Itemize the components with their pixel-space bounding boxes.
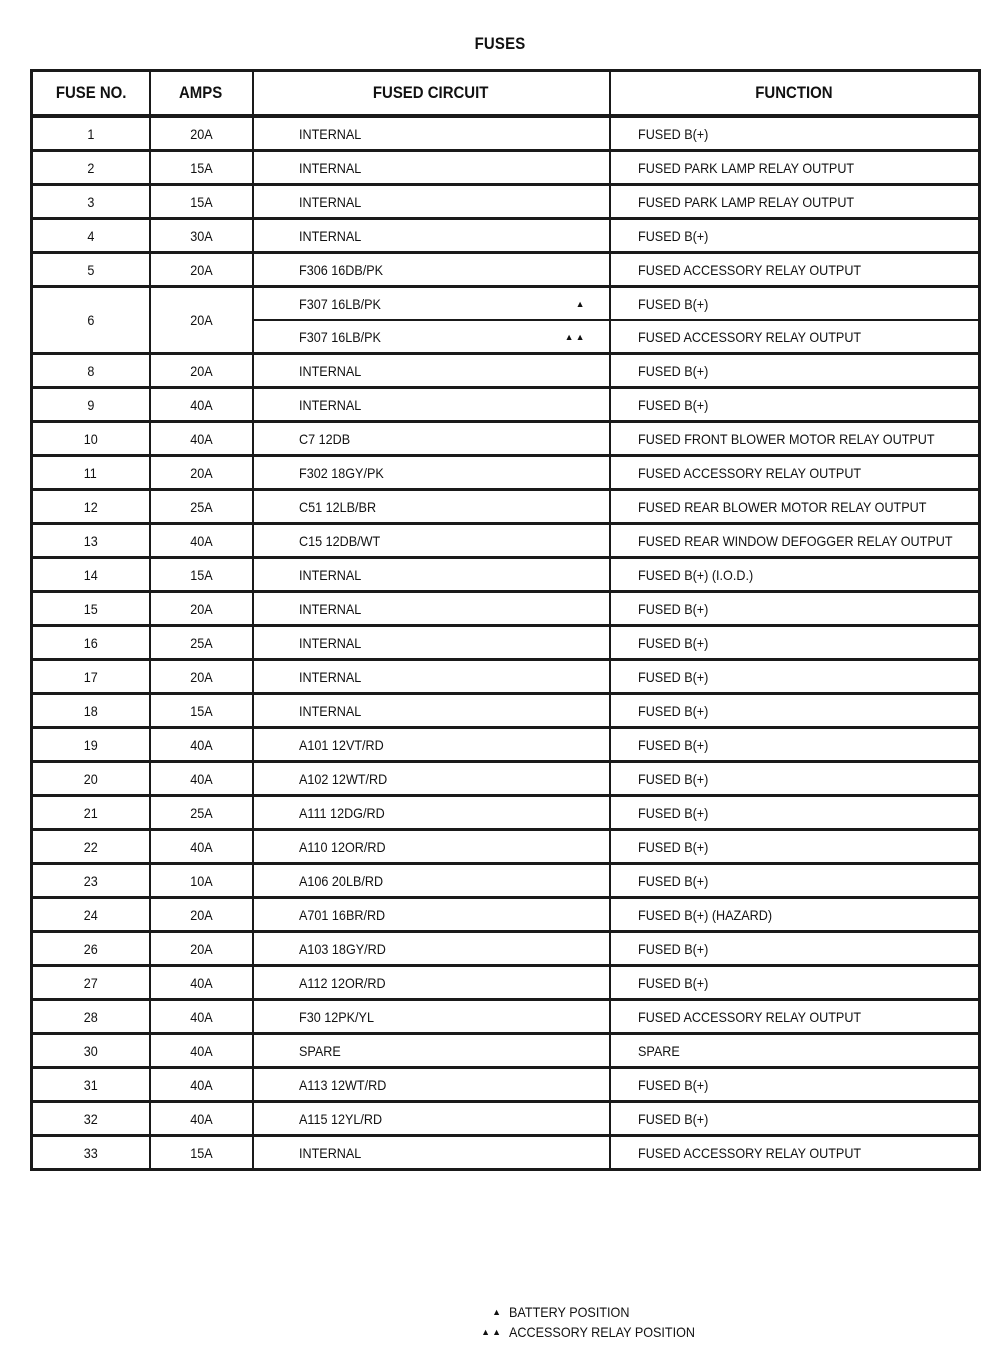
fused-circuit: INTERNAL <box>253 626 610 660</box>
fuse-function: FUSED B(+) <box>610 932 980 966</box>
table-row <box>32 558 980 592</box>
fuse-amps: 40A <box>150 422 253 456</box>
fuse-function: FUSED ACCESSORY RELAY OUTPUT <box>610 1136 980 1170</box>
fused-circuit: F306 16DB/PK <box>253 253 610 287</box>
table-row <box>32 592 980 626</box>
fuse-number: 17 <box>32 660 150 694</box>
fused-circuit: INTERNAL <box>253 185 610 219</box>
triangle-icon: ▲ <box>575 298 587 309</box>
fuse-function: FUSED B(+) <box>610 626 980 660</box>
table-row <box>32 185 980 219</box>
fused-circuit: A113 12WT/RD <box>253 1068 610 1102</box>
table-row <box>32 762 980 796</box>
fuse-amps: 20A <box>150 592 253 626</box>
fuse-function: FUSED B(+) <box>610 592 980 626</box>
table-row <box>32 151 980 185</box>
fused-circuit: A115 12YL/RD <box>253 1102 610 1136</box>
fuse-number: 1 <box>32 116 150 151</box>
fuse-number: 11 <box>32 456 150 490</box>
table-row <box>32 898 980 932</box>
fused-circuit: F307 16LB/PK ▲ <box>253 287 610 321</box>
fuse-number: 33 <box>32 1136 150 1170</box>
fused-circuit: A701 16BR/RD <box>253 898 610 932</box>
fuse-amps: 40A <box>150 1102 253 1136</box>
fuse-amps: 40A <box>150 1000 253 1034</box>
fuse-number: 22 <box>32 830 150 864</box>
fuse-number: 26 <box>32 932 150 966</box>
fuse-function: FUSED ACCESSORY RELAY OUTPUT <box>610 320 980 354</box>
fuse-number: 23 <box>32 864 150 898</box>
triangle-icon: ▲ <box>492 1307 503 1317</box>
fused-circuit: INTERNAL <box>253 219 610 253</box>
fuse-function: FUSED PARK LAMP RELAY OUTPUT <box>610 185 980 219</box>
fuse-amps: 40A <box>150 966 253 1000</box>
table-row <box>32 490 980 524</box>
fuse-amps: 15A <box>150 694 253 728</box>
fuse-number: 28 <box>32 1000 150 1034</box>
fuse-number: 32 <box>32 1102 150 1136</box>
table-row <box>32 456 980 490</box>
fuse-amps: 40A <box>150 1034 253 1068</box>
fuse-amps: 40A <box>150 1068 253 1102</box>
table-row <box>32 116 980 151</box>
table-row <box>32 354 980 388</box>
fused-circuit: F302 18GY/PK <box>253 456 610 490</box>
fuse-number: 3 <box>32 185 150 219</box>
fused-circuit: A101 12VT/RD <box>253 728 610 762</box>
fuse-function: FUSED REAR WINDOW DEFOGGER RELAY OUTPUT <box>610 524 980 558</box>
table-row <box>32 966 980 1000</box>
fuse-amps: 40A <box>150 762 253 796</box>
fuse-function: FUSED ACCESSORY RELAY OUTPUT <box>610 1000 980 1034</box>
fuse-number: 16 <box>32 626 150 660</box>
fused-circuit: A111 12DG/RD <box>253 796 610 830</box>
table-row <box>32 660 980 694</box>
table-row <box>32 626 980 660</box>
fuse-amps: 20A <box>150 253 253 287</box>
double-triangle-icon: ▲▲ <box>481 1327 503 1337</box>
fuse-function: FUSED B(+) <box>610 219 980 253</box>
fused-circuit: A110 12OR/RD <box>253 830 610 864</box>
fuse-amps: 25A <box>150 490 253 524</box>
fuse-function: FUSED B(+) <box>610 762 980 796</box>
fuse-function: FUSED B(+) <box>610 287 980 321</box>
fuse-number: 2 <box>32 151 150 185</box>
fuse-table <box>30 69 981 1171</box>
fuse-number: 6 <box>32 287 150 354</box>
fuse-amps: 25A <box>150 796 253 830</box>
fused-circuit: INTERNAL <box>253 1136 610 1170</box>
fuse-number: 18 <box>32 694 150 728</box>
fuse-table-body <box>32 116 980 1170</box>
fuse-number: 20 <box>32 762 150 796</box>
fuse-amps: 40A <box>150 830 253 864</box>
fuse-number: 10 <box>32 422 150 456</box>
table-row <box>32 728 980 762</box>
fused-circuit: INTERNAL <box>253 388 610 422</box>
table-row <box>32 1136 980 1170</box>
legend-battery-position <box>478 1302 716 1322</box>
table-row <box>32 796 980 830</box>
fuse-number: 31 <box>32 1068 150 1102</box>
fused-circuit: INTERNAL <box>253 151 610 185</box>
fuse-number: 8 <box>32 354 150 388</box>
table-row <box>32 1034 980 1068</box>
fuse-function: FUSED ACCESSORY RELAY OUTPUT <box>610 253 980 287</box>
legend <box>478 1302 716 1342</box>
fuse-number: 19 <box>32 728 150 762</box>
fused-circuit: C15 12DB/WT <box>253 524 610 558</box>
header-fuse-no: FUSE NO. <box>32 71 150 117</box>
table-row <box>32 253 980 287</box>
table-row <box>32 932 980 966</box>
header-amps: AMPS <box>150 71 253 117</box>
table-row <box>32 1068 980 1102</box>
fuse-amps: 20A <box>150 456 253 490</box>
fuse-number: 30 <box>32 1034 150 1068</box>
fused-circuit: F30 12PK/YL <box>253 1000 610 1034</box>
fused-circuit: INTERNAL <box>253 354 610 388</box>
table-row <box>32 287 980 321</box>
table-row <box>32 422 980 456</box>
fused-circuit: INTERNAL <box>253 694 610 728</box>
fuse-amps: 10A <box>150 864 253 898</box>
table-row <box>32 1000 980 1034</box>
fuse-amps: 30A <box>150 219 253 253</box>
fuse-function: FUSED B(+) <box>610 116 980 151</box>
fuse-amps: 15A <box>150 185 253 219</box>
fuse-function: FUSED B(+) <box>610 1068 980 1102</box>
fused-circuit: A103 18GY/RD <box>253 932 610 966</box>
fuse-amps: 20A <box>150 898 253 932</box>
fused-circuit: INTERNAL <box>253 592 610 626</box>
fuse-amps: 20A <box>150 660 253 694</box>
double-triangle-icon: ▲▲ <box>564 331 587 342</box>
fused-circuit: A112 12OR/RD <box>253 966 610 1000</box>
page-title: FUSES <box>474 34 526 53</box>
table-row <box>32 1102 980 1136</box>
legend-text: BATTERY POSITION <box>509 1304 630 1320</box>
fused-circuit: SPARE <box>253 1034 610 1068</box>
fuse-number: 13 <box>32 524 150 558</box>
fuse-number: 9 <box>32 388 150 422</box>
table-row <box>32 694 980 728</box>
fused-circuit: INTERNAL <box>253 116 610 151</box>
fuse-number: 14 <box>32 558 150 592</box>
fuse-function: FUSED B(+) <box>610 966 980 1000</box>
fuse-number: 12 <box>32 490 150 524</box>
fuse-amps: 40A <box>150 524 253 558</box>
fuse-amps: 40A <box>150 388 253 422</box>
fuse-function: FUSED B(+) <box>610 1102 980 1136</box>
table-row <box>32 864 980 898</box>
fused-circuit: INTERNAL <box>253 558 610 592</box>
legend-accessory-relay-position <box>478 1322 716 1342</box>
fuse-function: FUSED REAR BLOWER MOTOR RELAY OUTPUT <box>610 490 980 524</box>
fuse-amps: 15A <box>150 151 253 185</box>
fuse-amps: 15A <box>150 558 253 592</box>
fused-circuit: A106 20LB/RD <box>253 864 610 898</box>
fuse-function: FUSED B(+) <box>610 796 980 830</box>
fuse-function: FUSED B(+) <box>610 830 980 864</box>
header-function: FUNCTION <box>610 71 980 117</box>
fuse-function: FUSED B(+) <box>610 864 980 898</box>
fuse-function: FUSED B(+) <box>610 354 980 388</box>
legend-text: ACCESSORY RELAY POSITION <box>509 1324 696 1340</box>
fuse-function: FUSED B(+) <box>610 388 980 422</box>
table-header-row <box>32 71 980 117</box>
fuse-amps: 15A <box>150 1136 253 1170</box>
table-row <box>32 388 980 422</box>
fuse-number: 5 <box>32 253 150 287</box>
fuse-number: 21 <box>32 796 150 830</box>
table-row <box>32 219 980 253</box>
fuse-amps: 20A <box>150 354 253 388</box>
fuse-number: 27 <box>32 966 150 1000</box>
fused-circuit: C51 12LB/BR <box>253 490 610 524</box>
fuse-number: 4 <box>32 219 150 253</box>
fused-circuit: A102 12WT/RD <box>253 762 610 796</box>
table-row <box>32 830 980 864</box>
fuse-function: FUSED FRONT BLOWER MOTOR RELAY OUTPUT <box>610 422 980 456</box>
fuse-amps: 20A <box>150 287 253 354</box>
fuse-function: FUSED B(+) (HAZARD) <box>610 898 980 932</box>
fuse-function: FUSED PARK LAMP RELAY OUTPUT <box>610 151 980 185</box>
header-fused-circuit: FUSED CIRCUIT <box>253 71 610 117</box>
fuse-amps: 20A <box>150 116 253 151</box>
fuse-amps: 40A <box>150 728 253 762</box>
fuse-amps: 20A <box>150 932 253 966</box>
fuse-function: FUSED ACCESSORY RELAY OUTPUT <box>610 456 980 490</box>
fuse-function: SPARE <box>610 1034 980 1068</box>
fuse-number: 15 <box>32 592 150 626</box>
table-row <box>32 524 980 558</box>
fuse-number: 24 <box>32 898 150 932</box>
fuse-function: FUSED B(+) <box>610 694 980 728</box>
fused-circuit: C7 12DB <box>253 422 610 456</box>
fuse-amps: 25A <box>150 626 253 660</box>
fused-circuit: F307 16LB/PK ▲▲ <box>253 320 610 354</box>
fuse-function: FUSED B(+) <box>610 728 980 762</box>
fuse-function: FUSED B(+) <box>610 660 980 694</box>
fuse-function: FUSED B(+) (I.O.D.) <box>610 558 980 592</box>
fused-circuit: INTERNAL <box>253 660 610 694</box>
